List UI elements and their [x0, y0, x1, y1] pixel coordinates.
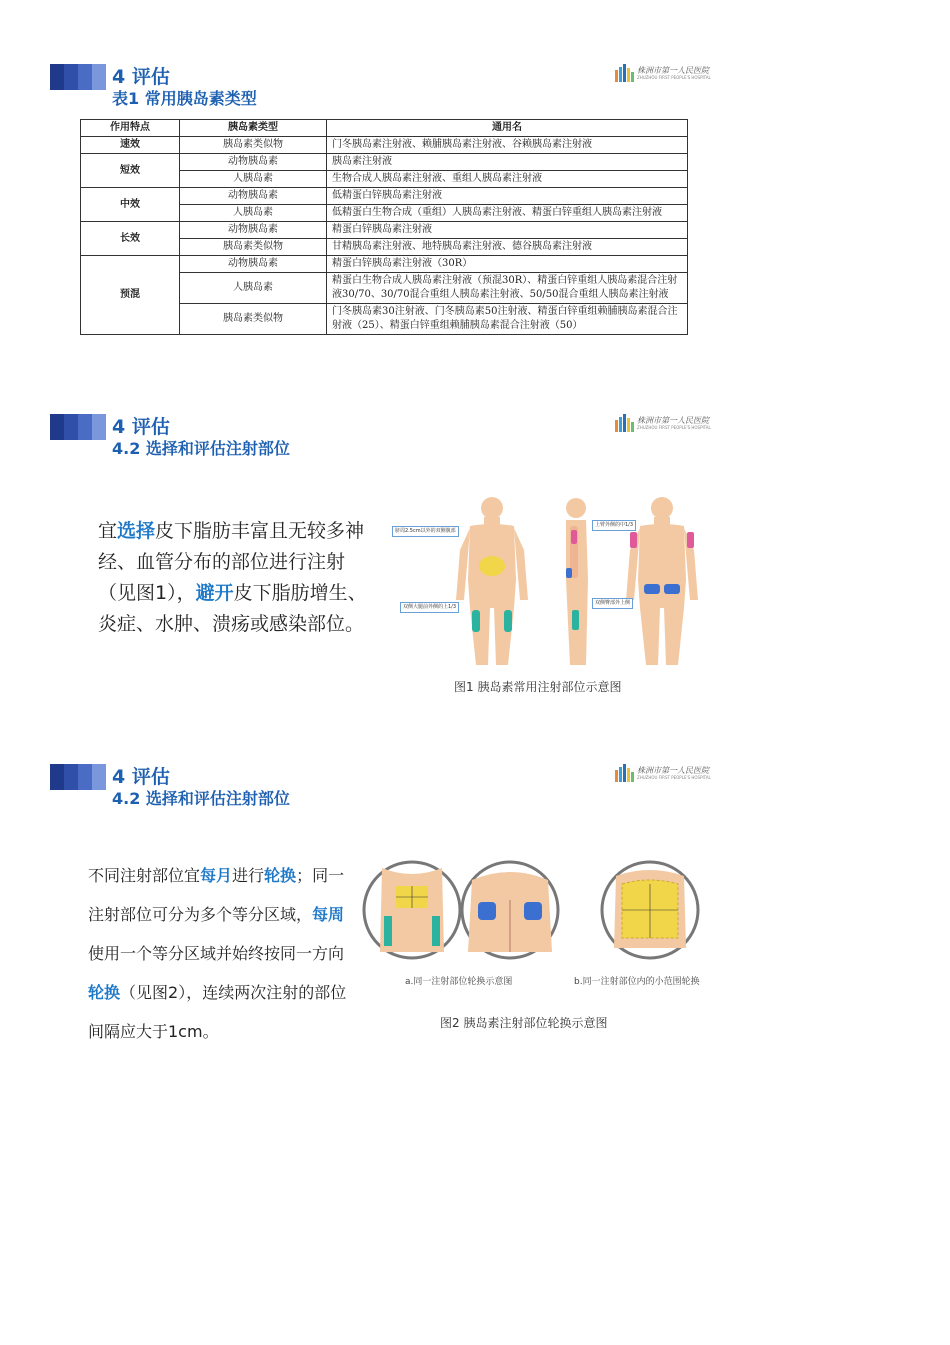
text-run: （见图2），连续两次注射的部位间隔应大于1cm。: [88, 983, 347, 1041]
cell-name: 精蛋白锌胰岛素注射液: [327, 222, 688, 239]
front-body-figure: [456, 497, 528, 665]
section-title: 4 评估: [112, 416, 170, 438]
table-row: [81, 154, 688, 171]
logo-icon: [615, 764, 635, 782]
cell-name: 胰岛素注射液: [327, 154, 688, 171]
logo-subtext: ZHUZHOU FIRST PEOPLE'S HOSPITAL: [637, 425, 711, 430]
table-row: [81, 137, 688, 154]
hospital-logo: [615, 64, 725, 82]
cell-feature: 速效: [81, 137, 180, 154]
header-feature: 作用特点: [81, 120, 180, 137]
highlight-weekly: 每周: [312, 905, 345, 924]
slide-insulin-types: [50, 64, 730, 394]
rotation-text: [88, 856, 348, 1051]
cell-type: 胰岛素类似物: [180, 304, 327, 335]
section-title: 4 评估: [112, 766, 170, 788]
label-abdomen: 脐周2.5cm以外的双侧腹部: [392, 526, 459, 537]
text-run: 进行: [232, 866, 265, 885]
cell-type: 人胰岛素: [180, 171, 327, 188]
section-title: 4 评估: [112, 66, 170, 88]
rotation-figure: [360, 860, 720, 970]
highlight-avoid: 避开: [195, 582, 234, 604]
text-run: 不同注射部位宜: [88, 866, 201, 885]
text-run: 使用一个等分区域并始终按同一方向: [88, 944, 345, 963]
logo-icon: [615, 414, 635, 432]
logo-text: 株洲市第一人民医院: [637, 416, 709, 425]
back-body-figure: [626, 497, 698, 665]
cell-name: 精蛋白生物合成人胰岛素注射液（预混30R）、精蛋白锌重组人胰岛素混合注射液30/70、30/70混合重组人胰岛素注射液、50/50混合重组人胰岛素注射液: [327, 273, 688, 304]
header-type: 胰岛素类型: [180, 120, 327, 137]
section-subtitle: 4.2 选择和评估注射部位: [112, 439, 290, 458]
cell-name: 门冬胰岛素注射液、赖脯胰岛素注射液、谷赖胰岛素注射液: [327, 137, 688, 154]
cell-feature: 预混: [81, 256, 180, 335]
circle-buttocks: [462, 862, 558, 958]
circle-small-rotation: [602, 862, 698, 958]
cell-feature: 短效: [81, 154, 180, 188]
cell-type: 动物胰岛素: [180, 154, 327, 171]
slide-site-rotation: [50, 764, 730, 1054]
section-subtitle: 4.2 选择和评估注射部位: [112, 789, 290, 808]
cell-type: 动物胰岛素: [180, 256, 327, 273]
cell-type: 动物胰岛素: [180, 222, 327, 239]
table-row: [81, 222, 688, 239]
logo-text: 株洲市第一人民医院: [637, 66, 709, 75]
hospital-logo: [615, 414, 725, 432]
cell-type: 胰岛素类似物: [180, 137, 327, 154]
insulin-types-table: [80, 119, 688, 335]
title-bar-decoration: [50, 414, 106, 440]
logo-subtext: ZHUZHOU FIRST PEOPLE'S HOSPITAL: [637, 75, 711, 80]
hospital-logo: [615, 764, 725, 782]
logo-subtext: ZHUZHOU FIRST PEOPLE'S HOSPITAL: [637, 775, 711, 780]
highlight-monthly: 每月: [200, 866, 233, 885]
cell-feature: 中效: [81, 188, 180, 222]
cell-type: 人胰岛素: [180, 205, 327, 222]
label-arm: 上臂外侧的中1/3: [592, 520, 636, 531]
table-row: [81, 256, 688, 273]
text-run: 宜: [98, 520, 118, 542]
table-title: 表1 常用胰岛素类型: [112, 89, 257, 108]
highlight-rotate: 轮换: [264, 866, 297, 885]
cell-type: 动物胰岛素: [180, 188, 327, 205]
title-bar-decoration: [50, 764, 106, 790]
figure1-caption: 图1 胰岛素常用注射部位示意图: [454, 680, 622, 694]
highlight-rotate-2: 轮换: [88, 983, 121, 1002]
logo-icon: [615, 64, 635, 82]
text-run: 皮下脂肪增生、炎症、水肿、溃疡或感染部位。: [98, 582, 367, 635]
injection-sites-figure: [390, 490, 720, 670]
table-row: [81, 188, 688, 205]
figure2-caption: 图2 胰岛素注射部位轮换示意图: [440, 1016, 608, 1030]
highlight-select: 选择: [117, 520, 156, 542]
header-name: 通用名: [327, 120, 688, 137]
text-run: ；同一注射部位可分为多个等分区域，: [88, 866, 345, 924]
cell-name: 门冬胰岛素30注射液、门冬胰岛素50注射液、精蛋白锌重组赖脯胰岛素混合注射液（25）、精蛋白锌重组赖脯胰岛素混合注射液（50）: [327, 304, 688, 335]
cell-type: 胰岛素类似物: [180, 239, 327, 256]
text-run: 皮下脂肪丰富且无较多神经、血管分布的部位进行注射（见图1），: [98, 520, 365, 604]
side-body-figure: [566, 498, 588, 665]
table-header-row: [81, 120, 688, 137]
label-thigh: 双侧大腿前外侧的上1/3: [400, 602, 459, 613]
rotation-diagram: [360, 860, 720, 970]
site-selection-text: [98, 516, 368, 640]
cell-feature: 长效: [81, 222, 180, 256]
logo-text: 株洲市第一人民医院: [637, 766, 709, 775]
label-buttock: 双侧臀部外上侧: [592, 598, 633, 609]
title-bar-decoration: [50, 64, 106, 90]
cell-type: 人胰岛素: [180, 273, 327, 304]
body-diagram: [390, 490, 720, 670]
slide-injection-sites: [50, 414, 730, 724]
cell-name: 生物合成人胰岛素注射液、重组人胰岛素注射液: [327, 171, 688, 188]
circle-front-abdomen: [364, 862, 460, 958]
caption-a: a.同一注射部位轮换示意图: [405, 977, 513, 987]
cell-name: 精蛋白锌胰岛素注射液（30R）: [327, 256, 688, 273]
cell-name: 甘精胰岛素注射液、地特胰岛素注射液、德谷胰岛素注射液: [327, 239, 688, 256]
cell-name: 低精蛋白锌胰岛素注射液: [327, 188, 688, 205]
caption-b: b.同一注射部位内的小范围轮换: [574, 977, 700, 987]
cell-name: 低精蛋白生物合成（重组）人胰岛素注射液、精蛋白锌重组人胰岛素注射液: [327, 205, 688, 222]
